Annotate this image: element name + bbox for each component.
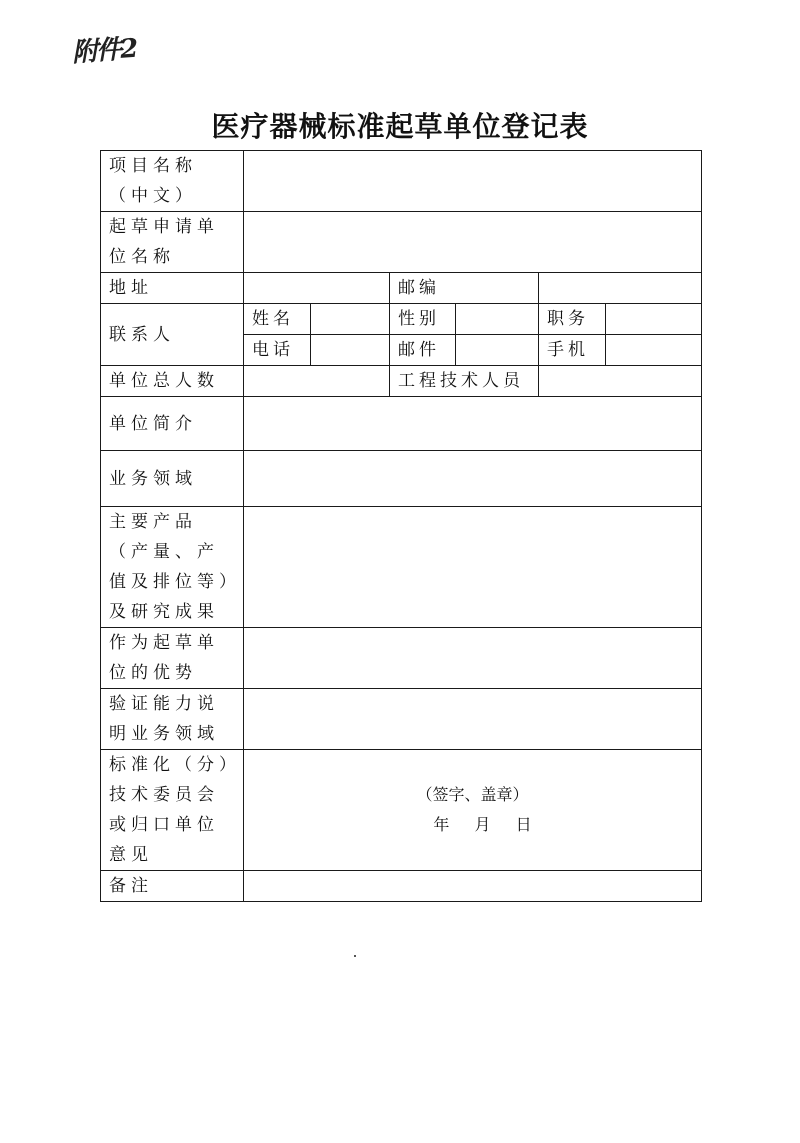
total-staff-field[interactable] xyxy=(244,366,390,397)
scan-speck xyxy=(354,955,356,957)
total-staff-label: 单位总人数 xyxy=(101,366,244,397)
phone-label: 电话 xyxy=(244,335,311,366)
position-field[interactable] xyxy=(606,304,702,335)
advantage-label: 作为起草单位的优势 xyxy=(101,628,244,689)
postcode-label: 邮编 xyxy=(390,273,539,304)
phone-field[interactable] xyxy=(311,335,390,366)
committee-opinion-field[interactable] xyxy=(244,750,702,871)
business-label: 业务领域 xyxy=(101,451,244,507)
table-row xyxy=(101,628,702,689)
project-name-label: 项目名称（中文） xyxy=(101,151,244,212)
applicant-field[interactable] xyxy=(244,212,702,273)
engineers-label: 工程技术人员 xyxy=(390,366,539,397)
table-row xyxy=(101,871,702,902)
name-label: 姓名 xyxy=(244,304,311,335)
form-title: 医疗器械标准起草单位登记表 xyxy=(211,110,589,143)
table-row xyxy=(101,750,702,871)
registration-form-table xyxy=(100,150,702,902)
verification-field[interactable] xyxy=(244,689,702,750)
position-label: 职务 xyxy=(539,304,606,335)
profile-label: 单位简介 xyxy=(101,397,244,451)
products-field[interactable] xyxy=(244,507,702,628)
advantage-field[interactable] xyxy=(244,628,702,689)
mobile-field[interactable] xyxy=(606,335,702,366)
committee-opinion-label: 标准化（分）技术委员会或归口单位意见 xyxy=(101,750,244,871)
contact-label: 联系人 xyxy=(101,304,244,366)
date-label: 年 月 日 xyxy=(433,815,542,834)
products-label: 主要产品（产量、产值及排位等）及研究成果 xyxy=(101,507,244,628)
business-field[interactable] xyxy=(244,451,702,507)
table-row xyxy=(101,151,702,212)
table-row xyxy=(101,366,702,397)
verification-label: 验证能力说明业务领域 xyxy=(101,689,244,750)
table-row xyxy=(101,212,702,273)
table-row xyxy=(101,689,702,750)
handwritten-attachment-note: 附件2 xyxy=(71,33,138,69)
table-row xyxy=(101,397,702,451)
gender-field[interactable] xyxy=(456,304,539,335)
email-label: 邮件 xyxy=(390,335,456,366)
table-row xyxy=(101,507,702,628)
remarks-label: 备注 xyxy=(101,871,244,902)
email-field[interactable] xyxy=(456,335,539,366)
engineers-field[interactable] xyxy=(539,366,702,397)
profile-field[interactable] xyxy=(244,397,702,451)
remarks-field[interactable] xyxy=(244,871,702,902)
table-row xyxy=(101,304,702,335)
table-row xyxy=(101,273,702,304)
postcode-field[interactable] xyxy=(539,273,702,304)
gender-label: 性别 xyxy=(390,304,456,335)
name-field[interactable] xyxy=(311,304,390,335)
signature-label: （签字、盖章） xyxy=(416,785,529,804)
mobile-label: 手机 xyxy=(539,335,606,366)
address-label: 地址 xyxy=(101,273,244,304)
applicant-label: 起草申请单位名称 xyxy=(101,212,244,273)
address-field[interactable] xyxy=(244,273,390,304)
table-row xyxy=(101,451,702,507)
project-name-field[interactable] xyxy=(244,151,702,212)
